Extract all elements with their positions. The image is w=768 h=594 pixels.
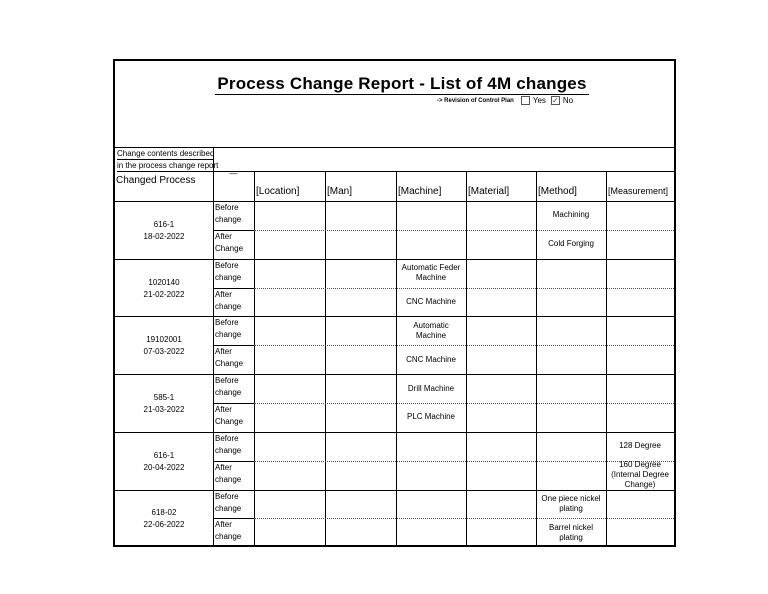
column-header-measurement: [608, 186, 674, 200]
cell-location: [254, 202, 325, 229]
dash-mark: [213, 168, 254, 178]
cell-value: Automatic Feder Machine: [401, 263, 461, 283]
cell-machine: [396, 260, 466, 287]
label-word: change: [215, 330, 242, 340]
cell-material: [466, 260, 536, 287]
label-word: change: [215, 532, 242, 542]
cell-measurement: [606, 289, 674, 316]
column-header-text: [Method]: [538, 186, 577, 197]
cell-material: [466, 202, 536, 229]
cell-measurement: [606, 231, 674, 258]
label-word: change: [215, 388, 242, 398]
cell-value: Automatic Machine: [413, 320, 449, 340]
column-header-material: [468, 186, 536, 200]
process-date: 07-03-2022: [143, 347, 185, 357]
cell-man: [325, 231, 396, 258]
process-date: 21-02-2022: [143, 289, 185, 299]
cell-value: Barrel nickel plating: [548, 522, 593, 542]
cell-value: Drill Machine: [407, 383, 455, 393]
cell-value: 128 Degree: [619, 441, 661, 451]
cell-method: [536, 375, 606, 402]
cell-location: [254, 491, 325, 518]
process-date: 18-02-2022: [143, 231, 185, 241]
cell-man: [325, 433, 396, 460]
change-contents-line2: in the process change report: [117, 161, 219, 170]
column-header-text: [Measurement]: [608, 186, 669, 196]
cell-method: [536, 433, 606, 460]
process-date: 20-04-2022: [143, 462, 185, 472]
cell-value: CNC Machine: [406, 354, 456, 364]
process-id: 616-1: [153, 450, 175, 460]
cell-machine: [396, 231, 466, 258]
cell-machine: [396, 404, 466, 431]
cell-location: [254, 231, 325, 258]
report-sheet: [113, 59, 676, 547]
cell-machine: [396, 519, 466, 546]
cell-machine: [396, 289, 466, 316]
revision-control-plan: [437, 96, 575, 105]
changed-process-label: Changed Process: [116, 175, 196, 186]
cell-measurement: [606, 462, 674, 489]
cell-method: [536, 317, 606, 344]
before-change-label: [213, 317, 254, 345]
cell-machine: [396, 491, 466, 518]
cell-material: [466, 519, 536, 546]
column-header-text: [Location]: [256, 186, 300, 197]
label-word: Change: [215, 359, 244, 369]
cell-measurement: [606, 260, 674, 287]
label-word: Change: [215, 416, 244, 426]
label-word: Before: [215, 433, 239, 443]
label-word: After: [215, 462, 232, 472]
cell-method: [536, 260, 606, 287]
label-word: After: [215, 231, 232, 241]
cell-method: [536, 404, 606, 431]
label-word: After: [215, 289, 232, 299]
process-id: 618-02: [151, 508, 177, 518]
cell-location: [254, 375, 325, 402]
cell-material: [466, 317, 536, 344]
before-change-label: [213, 491, 254, 519]
process-cell: [115, 498, 213, 542]
process-cell: [115, 209, 213, 253]
cell-location: [254, 260, 325, 287]
before-change-label: [213, 260, 254, 288]
cell-method: [536, 202, 606, 229]
cell-man: [325, 289, 396, 316]
check-icon: ✓: [552, 96, 559, 105]
after-change-label: [213, 346, 254, 374]
column-header-location: [256, 186, 325, 200]
cell-measurement: [606, 375, 674, 402]
cell-value: One piece nickel plating: [541, 493, 601, 513]
cell-value: 160 Degree (Internal Degree Change): [611, 460, 669, 490]
cell-location: [254, 317, 325, 344]
cell-method: [536, 462, 606, 489]
column-header-text: [Machine]: [398, 186, 442, 197]
cell-method: [536, 346, 606, 373]
process-id: 616-1: [153, 219, 175, 229]
cell-material: [466, 231, 536, 258]
cell-method: [536, 231, 606, 258]
label-word: Before: [215, 376, 239, 386]
process-id: 585-1: [153, 392, 175, 402]
cell-material: [466, 404, 536, 431]
cell-machine: [396, 433, 466, 460]
cell-measurement: [606, 519, 674, 546]
yes-checkbox[interactable]: [521, 96, 530, 105]
yes-label: Yes: [532, 96, 546, 105]
process-id: 19102001: [146, 335, 182, 345]
process-id: 1020140: [148, 277, 180, 287]
after-change-label: [213, 404, 254, 432]
label-word: Before: [215, 318, 239, 328]
cell-location: [254, 519, 325, 546]
label-word: Before: [215, 203, 239, 212]
cell-man: [325, 404, 396, 431]
cell-man: [325, 519, 396, 546]
change-contents-line1: Change contents described: [117, 149, 215, 158]
cell-material: [466, 433, 536, 460]
cell-man: [325, 202, 396, 229]
revision-label: -> Revision of Control Plan: [437, 97, 514, 104]
cell-measurement: [606, 404, 674, 431]
label-word: After: [215, 347, 232, 357]
cell-man: [325, 346, 396, 373]
label-word: After: [215, 404, 232, 414]
cell-machine: [396, 375, 466, 402]
column-header-method: [538, 186, 606, 200]
column-header-text: [Material]: [468, 186, 510, 197]
label-word: Before: [215, 491, 239, 501]
cell-material: [466, 289, 536, 316]
cell-measurement: [606, 491, 674, 518]
label-word: change: [215, 503, 242, 513]
cell-man: [325, 260, 396, 287]
before-change-label: [213, 202, 254, 230]
cell-machine: [396, 202, 466, 229]
process-cell: [115, 382, 213, 426]
cell-location: [254, 289, 325, 316]
cell-man: [325, 375, 396, 402]
cell-value: PLC Machine: [406, 412, 456, 422]
column-header-text: [Man]: [327, 186, 353, 197]
after-change-label: [213, 231, 254, 259]
cell-location: [254, 346, 325, 373]
column-header-man: [327, 186, 396, 200]
after-change-label: [213, 519, 254, 547]
cell-value: CNC Machine: [406, 296, 456, 306]
cell-man: [325, 317, 396, 344]
label-word: change: [215, 272, 242, 282]
cell-measurement: [606, 346, 674, 373]
label-word: After: [215, 520, 232, 530]
cell-value: Machining: [552, 210, 590, 220]
cell-material: [466, 462, 536, 489]
process-date: 22-06-2022: [143, 520, 185, 530]
after-change-label: [213, 289, 254, 317]
cell-method: [536, 519, 606, 546]
cell-material: [466, 346, 536, 373]
cell-measurement: [606, 433, 674, 460]
before-change-label: [213, 375, 254, 403]
cell-measurement: [606, 317, 674, 344]
cell-material: [466, 491, 536, 518]
cell-man: [325, 491, 396, 518]
label-word: change: [215, 215, 242, 224]
no-label: No: [562, 96, 574, 105]
cell-location: [254, 404, 325, 431]
header-divider-inner: [213, 171, 674, 172]
cell-material: [466, 375, 536, 402]
column-header-machine: [398, 186, 466, 200]
cell-method: [536, 491, 606, 518]
cell-machine: [396, 462, 466, 489]
label-word: Before: [215, 260, 239, 270]
no-checkbox-checked[interactable]: [551, 96, 560, 105]
label-word: change: [215, 301, 242, 311]
cell-location: [254, 433, 325, 460]
label-word: change: [215, 445, 242, 455]
process-cell: [115, 267, 213, 311]
cell-value: Cold Forging: [548, 239, 594, 249]
cell-method: [536, 289, 606, 316]
cell-measurement: [606, 202, 674, 229]
dash-text: —: [229, 168, 238, 178]
changed-process-header: [116, 175, 212, 195]
process-cell: [115, 440, 213, 484]
before-change-label: [213, 433, 254, 461]
process-date: 21-03-2022: [143, 404, 185, 414]
process-cell: [115, 324, 213, 368]
label-word: Change: [215, 243, 244, 253]
cell-man: [325, 462, 396, 489]
cell-location: [254, 462, 325, 489]
label-word: change: [215, 474, 242, 484]
cell-machine: [396, 346, 466, 373]
report-title: Process Change Report - List of 4M changes: [215, 74, 589, 95]
after-change-label: [213, 462, 254, 490]
cell-machine: [396, 317, 466, 344]
